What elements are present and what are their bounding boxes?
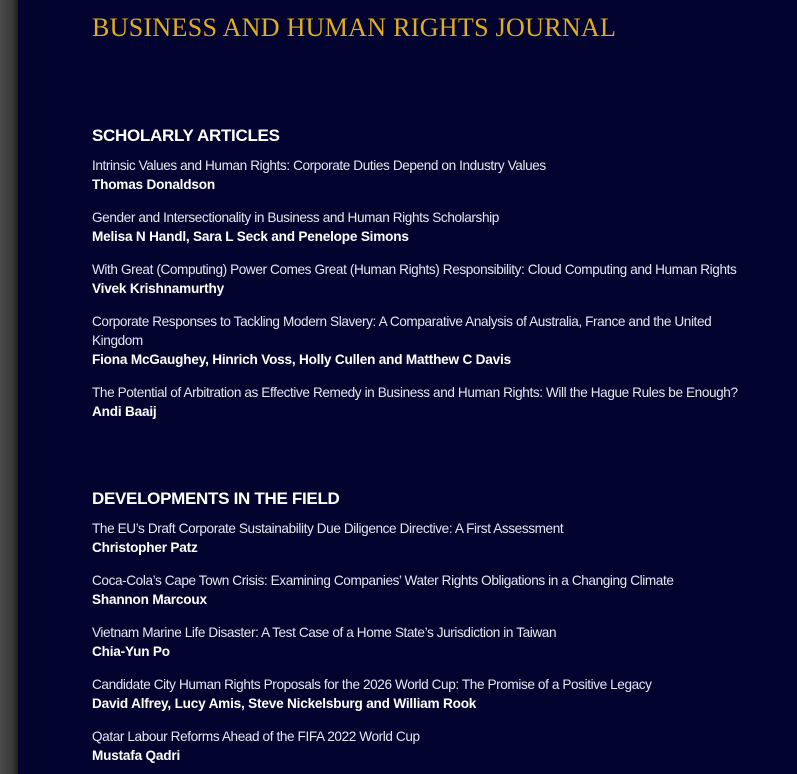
article-title[interactable]: Qatar Labour Reforms Ahead of the FIFA 2022 World Cup [92, 729, 420, 744]
article-authors: Mustafa Qadri [92, 748, 181, 763]
article-entry[interactable] [92, 260, 752, 298]
article-title[interactable]: Coca-Cola’s Cape Town Crisis: Examining Companies’ Water Rights Obligations in a Changing Climate [92, 573, 674, 588]
article-entry[interactable] [92, 383, 752, 421]
article-authors: David Alfrey, Lucy Amis, Steve Nickelsburg and William Rook [92, 696, 477, 711]
article-title[interactable]: The Potential of Arbitration as Effective Remedy in Business and Human Rights: Will the Hague Rules be Enough? [92, 385, 738, 400]
article-authors: Shannon Marcoux [92, 592, 207, 607]
article-authors: Thomas Donaldson [92, 177, 215, 192]
article-authors: Melisa N Handl, Sara L Seck and Penelope Simons [92, 229, 409, 244]
article-title[interactable]: With Great (Computing) Power Comes Great (Human Rights) Responsibility: Cloud Computing and Human Rights [92, 262, 737, 277]
section-developments-in-the-field [92, 489, 752, 774]
article-authors: Vivek Krishnamurthy [92, 281, 224, 296]
article-entry[interactable] [92, 208, 752, 246]
article-title[interactable]: Gender and Intersectionality in Business and Human Rights Scholarship [92, 210, 499, 225]
article-entry[interactable] [92, 519, 752, 557]
article-entry[interactable] [92, 312, 752, 369]
journal-page[interactable] [18, 0, 797, 774]
article-entry[interactable] [92, 623, 752, 661]
article-authors: Christopher Patz [92, 540, 198, 555]
section-heading: DEVELOPMENTS IN THE FIELD [92, 489, 340, 508]
journal-title: BUSINESS AND HUMAN RIGHTS JOURNAL [92, 13, 617, 42]
article-title[interactable]: Corporate Responses to Tackling Modern Slavery: A Comparative Analysis of Australia, France and the United Kingdom [92, 314, 712, 348]
article-entry[interactable] [92, 156, 752, 194]
article-authors: Fiona McGaughey, Hinrich Voss, Holly Cullen and Matthew C Davis [92, 352, 511, 367]
viewer-margin [0, 0, 18, 774]
article-title[interactable]: Candidate City Human Rights Proposals for the 2026 World Cup: The Promise of a Positive Legacy [92, 677, 652, 692]
article-authors: Andi Baaij [92, 404, 157, 419]
article-title[interactable]: The EU’s Draft Corporate Sustainability Due Diligence Directive: A First Assessment [92, 521, 564, 536]
article-entry[interactable] [92, 727, 752, 765]
article-authors: Chia-Yun Po [92, 644, 170, 659]
article-entry[interactable] [92, 675, 752, 713]
section-scholarly-articles [92, 126, 752, 435]
article-title[interactable]: Intrinsic Values and Human Rights: Corporate Duties Depend on Industry Values [92, 158, 546, 173]
article-title[interactable]: Vietnam Marine Life Disaster: A Test Case of a Home State’s Jurisdiction in Taiwan [92, 625, 557, 640]
article-entry[interactable] [92, 571, 752, 609]
section-heading: SCHOLARLY ARTICLES [92, 126, 280, 145]
